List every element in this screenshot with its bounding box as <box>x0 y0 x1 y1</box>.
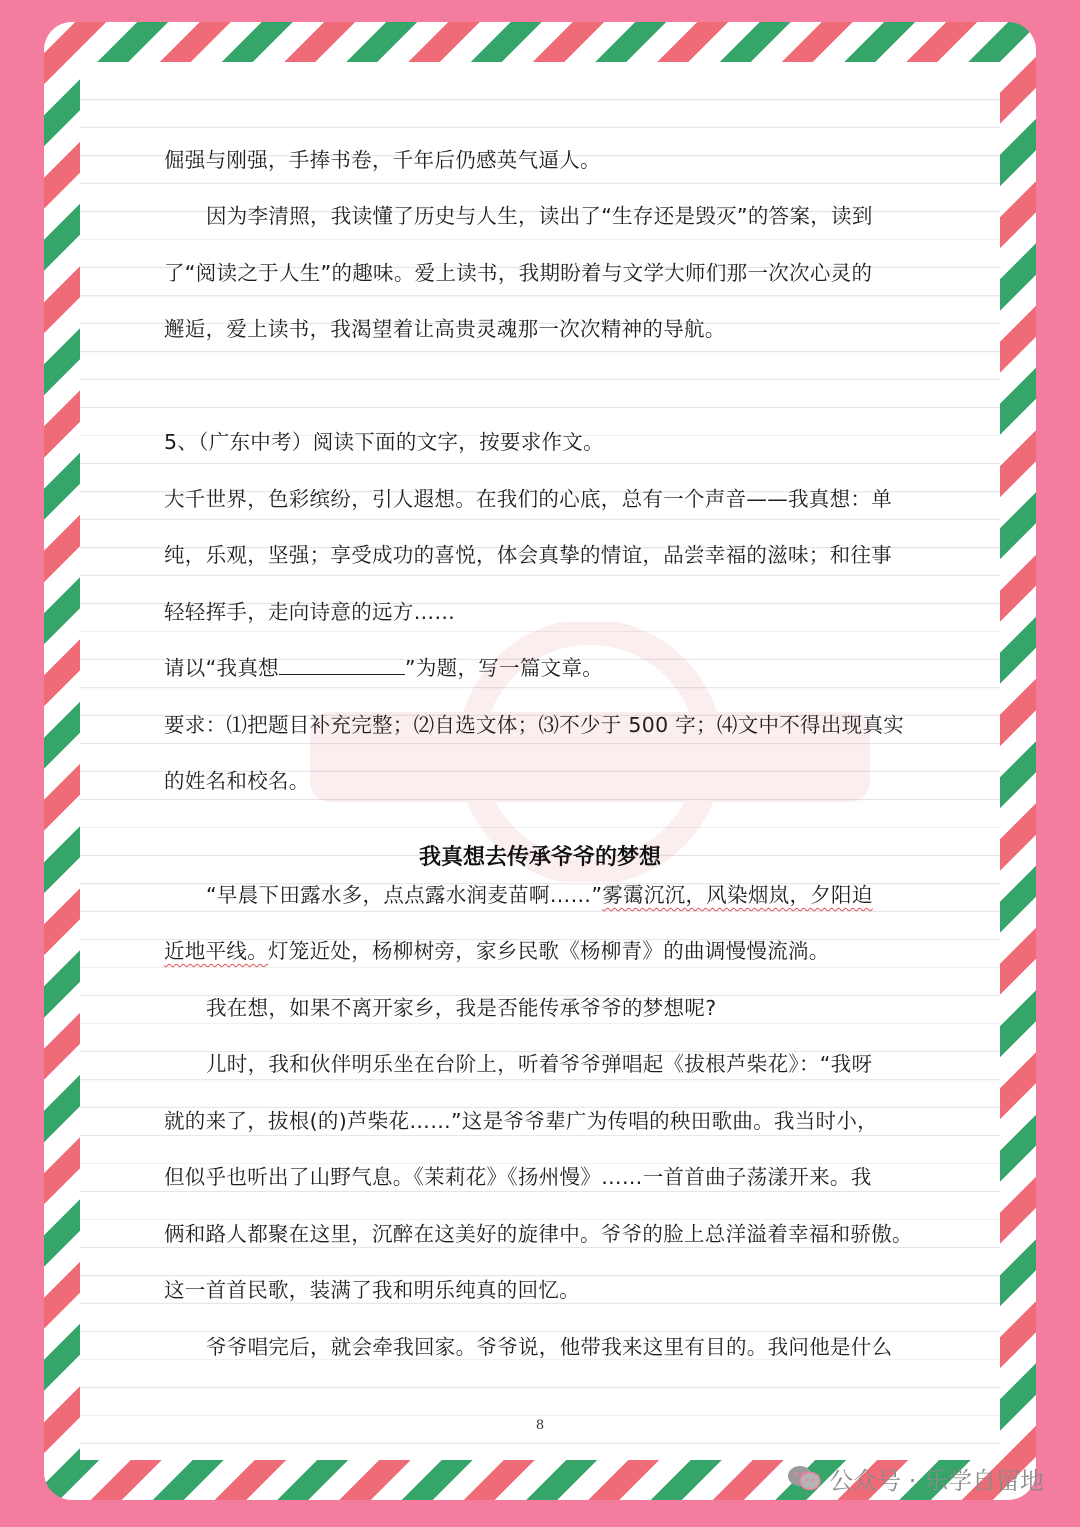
text-line-3: 了“阅读之于人生”的趣味。爱上读书，我期盼着与文学大师们那一次次心灵的 <box>164 261 873 285</box>
requirements-line-2: 的姓名和校名。 <box>164 769 310 793</box>
wechat-icon <box>787 1464 821 1492</box>
essay-p2: 我在想，如果不离开家乡，我是否能传承爷爷的梦想呢? <box>206 996 717 1020</box>
essay-p1-wavy-1: 雾霭沉沉，风染烟岚，夕阳迫 <box>602 883 873 907</box>
instruction-line <box>164 650 920 686</box>
paper-sheet <box>80 62 1000 1460</box>
page-number: 8 <box>535 1418 545 1433</box>
essay-p3-line-4: 俩和路人都聚在这里，沉醉在这美好的旋律中。爷爷的脸上总洋溢着幸福和骄傲。 <box>164 1222 913 1246</box>
prompt-line-3: 轻轻挥手，走向诗意的远方…… <box>164 600 456 624</box>
title-blank <box>279 652 405 675</box>
prompt-line-2: 纯，乐观，坚强；享受成功的喜悦，体会真挚的情谊，品尝幸福的滋味；和往事 <box>164 543 892 567</box>
essay-title: 我真想去传承爷爷的梦想 <box>418 845 661 870</box>
question-heading: 5、（广东中考）阅读下面的文字，按要求作文。 <box>164 430 604 454</box>
prompt-line-1: 大千世界，色彩缤纷，引人遐想。在我们的心底，总有一个声音——我真想：单 <box>164 487 892 511</box>
text-line-2: 因为李清照，我读懂了历史与人生，读出了“生存还是毁灭”的答案，读到 <box>206 204 873 228</box>
essay-p1-wavy-2: 近地平线。 <box>164 939 268 963</box>
essay-p3-line-2: 就的来了，拔根(的)芦柴花……”这是爷爷辈广为传唱的秧田歌曲。我当时小， <box>164 1109 878 1133</box>
footer-credit <box>787 1460 1044 1496</box>
essay-p1-rest: 灯笼近处，杨柳树旁，家乡民歌《杨柳青》的曲调慢慢流淌。 <box>268 939 830 963</box>
airmail-border <box>44 22 1036 1500</box>
essay-p1-line-1 <box>164 877 920 913</box>
essay-p1-quote: “早晨下田露水多，点点露水润麦苗啊……” <box>206 883 603 907</box>
essay-p3-line-1: 儿时，我和伙伴明乐坐在台阶上，听着爷爷弹唱起《拔根芦柴花》：“我呀 <box>206 1052 873 1076</box>
instruction-after: ”为题，写一篇文章。 <box>404 656 604 680</box>
essay-p4-line-1: 爷爷唱完后，就会牵我回家。爷爷说，他带我来这里有目的。我问他是什么 <box>206 1335 893 1359</box>
essay-p1-line-2 <box>164 933 920 969</box>
essay-p3-line-3: 但似乎也听出了山野气息。《茉莉花》《扬州慢》……一首首曲子荡漾开来。我 <box>164 1165 872 1189</box>
essay-p3-line-5: 这一首首民歌，装满了我和明乐纯真的回忆。 <box>164 1278 580 1302</box>
text-line-1: 倔强与刚强，手捧书卷，千年后仍感英气逼人。 <box>164 148 601 172</box>
instruction-before: 请以“我真想 <box>164 656 279 680</box>
requirements-line-1: 要求：⑴把题目补充完整；⑵自选文体；⑶不少于 500 字；⑷文中不得出现真实 <box>164 713 905 737</box>
footer-credit-text: 公众号 · 乐学自留地 <box>829 1466 1044 1495</box>
text-line-4: 邂逅，爱上读书，我渴望着让高贵灵魂那一次次精神的导航。 <box>164 317 726 341</box>
